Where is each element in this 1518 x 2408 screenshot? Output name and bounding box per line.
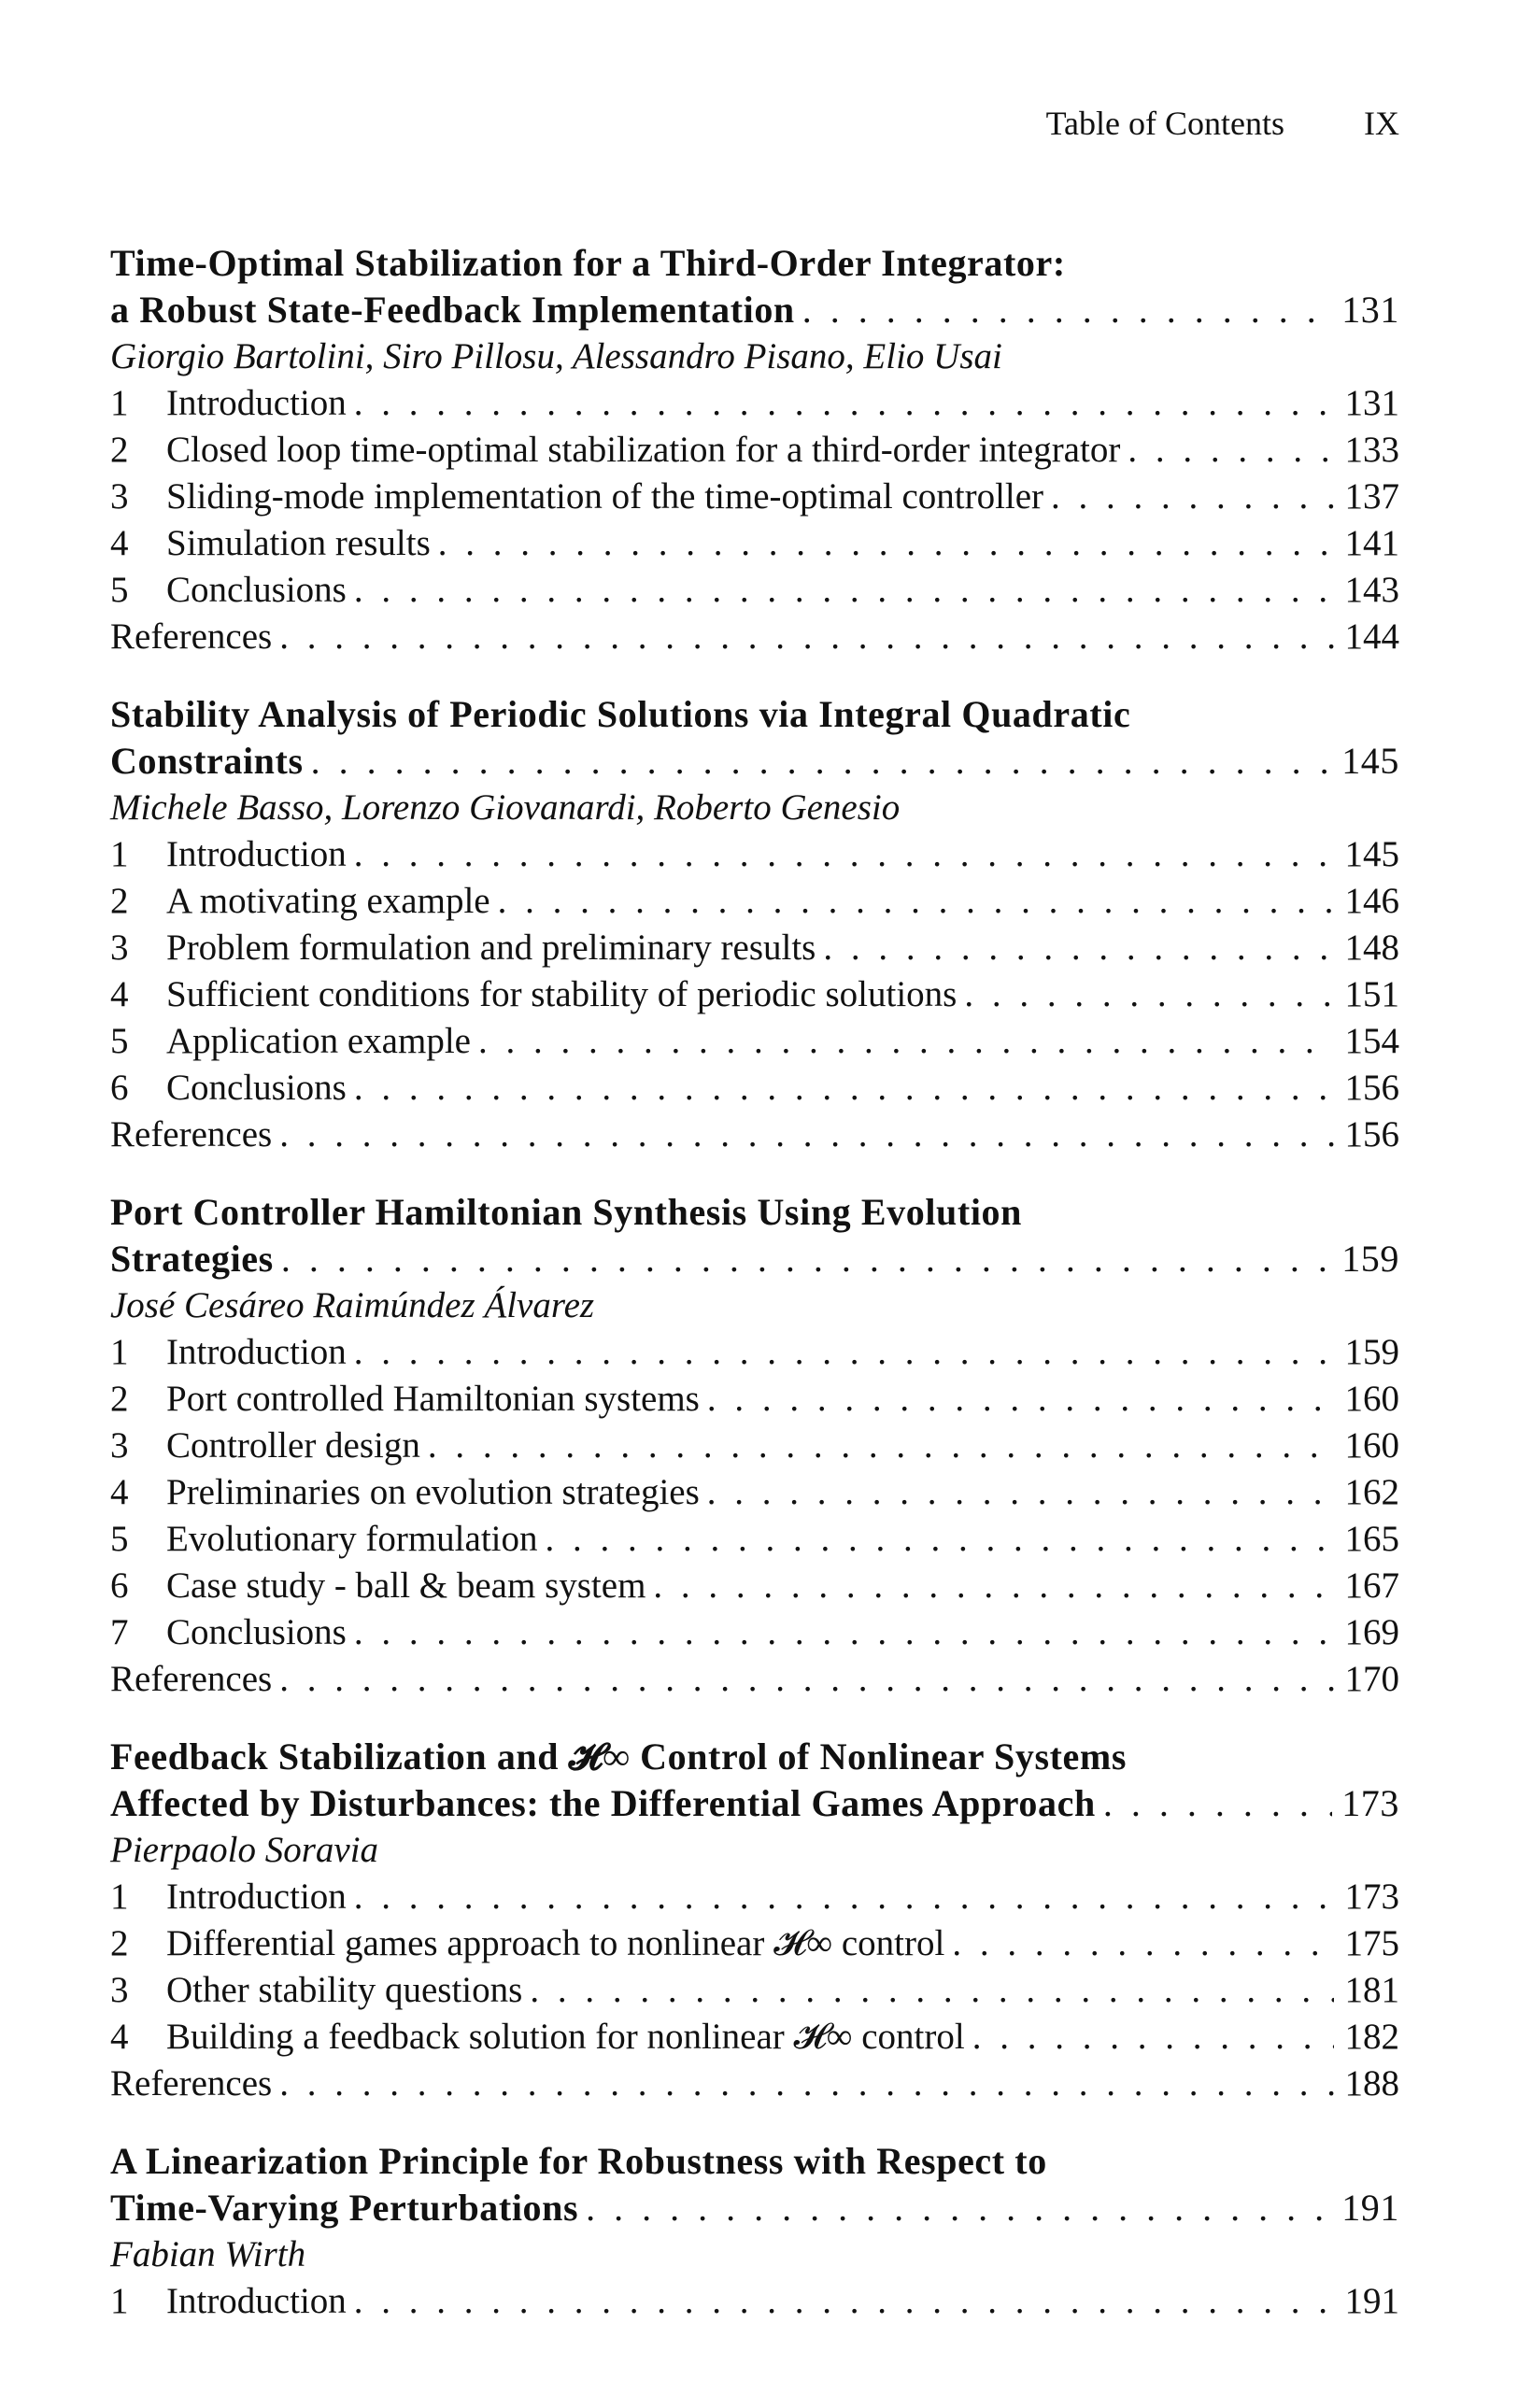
chapter-authors: José Cesáreo Raimúndez Álvarez <box>110 1285 595 1325</box>
section-page-number: 148 <box>1344 928 1399 968</box>
toc-entry[interactable] <box>110 1609 1399 1656</box>
section-title: Sufficient conditions for stability of periodic solutions <box>166 974 958 1014</box>
chapter-page-number: 191 <box>1341 2187 1399 2229</box>
references-label: References <box>110 1114 273 1154</box>
references-page-number: 170 <box>1344 1659 1399 1699</box>
chapter-authors: Giorgio Bartolini, Siro Pillosu, Alessandro Pisano, Elio Usai <box>110 336 1002 376</box>
dot-leader <box>354 831 1334 878</box>
toc-entry[interactable] <box>110 1376 1399 1423</box>
toc-entry[interactable] <box>110 1329 1399 1376</box>
chapter-page-number: 131 <box>1341 289 1399 331</box>
references-entry[interactable] <box>110 1112 1399 1158</box>
toc-entry[interactable] <box>110 567 1399 614</box>
section-title: Application example <box>166 1021 471 1061</box>
section-page-number: 156 <box>1344 1068 1399 1108</box>
chapter-authors: Michele Basso, Lorenzo Giovanardi, Roberto Genesio <box>110 787 901 828</box>
references-label: References <box>110 616 273 657</box>
section-title: A motivating example <box>166 881 490 921</box>
dot-leader <box>279 1112 1334 1158</box>
section-page-number: 145 <box>1344 834 1399 874</box>
running-head <box>110 101 1399 146</box>
chapter-page-number: 159 <box>1341 1238 1399 1280</box>
section-number: 3 <box>110 1425 129 1466</box>
toc-entry[interactable] <box>110 520 1399 567</box>
section-page-number: 160 <box>1344 1425 1399 1466</box>
section-page-number: 169 <box>1344 1612 1399 1652</box>
dot-leader <box>279 614 1334 660</box>
references-label: References <box>110 2063 273 2103</box>
section-number: 4 <box>110 523 129 563</box>
running-head-title: Table of Contents <box>1045 105 1284 142</box>
section-page-number: 167 <box>1344 1565 1399 1606</box>
chapter-title-line-2[interactable] <box>110 1236 1399 1282</box>
section-number: 4 <box>110 2017 129 2057</box>
section-number: 2 <box>110 430 129 470</box>
dot-leader <box>546 1516 1334 1563</box>
section-title: Conclusions <box>166 1612 347 1652</box>
chapter-title-continued: a Robust State-Feedback Implementation <box>110 289 795 331</box>
section-title: Introduction <box>166 2281 347 2321</box>
chapter-title-continued: Strategies <box>110 1238 274 1280</box>
section-page-number: 175 <box>1344 1923 1399 1963</box>
section-number: 3 <box>110 928 129 968</box>
dot-leader <box>354 2278 1334 2325</box>
references-entry[interactable] <box>110 614 1399 660</box>
section-number: 5 <box>110 1021 129 1061</box>
toc-entry[interactable] <box>110 427 1399 474</box>
dot-leader <box>428 1423 1334 1469</box>
toc-chapter <box>110 691 1399 1158</box>
section-number: 3 <box>110 1970 129 2010</box>
section-title: Building a feedback solution for nonlinear 𝓗∞ control <box>166 2017 965 2057</box>
section-page-number: 191 <box>1344 2281 1399 2321</box>
section-number: 6 <box>110 1068 129 1108</box>
dot-leader <box>1103 1780 1332 1827</box>
section-title: Differential games approach to nonlinear 𝓗∞ control <box>166 1923 945 1963</box>
toc-entry[interactable] <box>110 1469 1399 1516</box>
dot-leader <box>354 567 1334 614</box>
section-page-number: 133 <box>1344 430 1399 470</box>
table-of-contents <box>110 240 1399 2356</box>
references-page-number: 156 <box>1344 1114 1399 1154</box>
chapter-title: Stability Analysis of Periodic Solutions via Integral Quadratic <box>110 693 1131 735</box>
dot-leader <box>279 1656 1334 1703</box>
section-number: 1 <box>110 1877 129 1917</box>
chapter-title-line-2[interactable] <box>110 1780 1399 1827</box>
chapter-title-line-2[interactable] <box>110 2185 1399 2231</box>
section-page-number: 165 <box>1344 1519 1399 1559</box>
section-title: Introduction <box>166 1332 347 1372</box>
chapter-title-line-1 <box>110 2138 1399 2185</box>
chapter-title-line-2[interactable] <box>110 287 1399 333</box>
section-number: 6 <box>110 1565 129 1606</box>
chapter-title: A Linearization Principle for Robustness with Respect to <box>110 2140 1047 2182</box>
references-label: References <box>110 1659 273 1699</box>
section-page-number: 181 <box>1344 1970 1399 2010</box>
chapter-page-number: 173 <box>1341 1782 1399 1824</box>
section-title: Conclusions <box>166 1068 347 1108</box>
toc-chapter <box>110 1189 1399 1703</box>
toc-entry[interactable] <box>110 1018 1399 1065</box>
dot-leader <box>823 925 1334 971</box>
section-title: Other stability questions <box>166 1970 523 2010</box>
section-title: Introduction <box>166 1877 347 1917</box>
section-title: Closed loop time-optimal stabilization for a third-order integrator <box>166 430 1121 470</box>
section-page-number: 160 <box>1344 1379 1399 1419</box>
toc-entry[interactable] <box>110 831 1399 878</box>
dot-leader <box>802 287 1332 333</box>
toc-entry[interactable] <box>110 474 1399 520</box>
section-number: 1 <box>110 834 129 874</box>
section-number: 2 <box>110 881 129 921</box>
dot-leader <box>354 380 1334 427</box>
dot-leader <box>498 878 1334 925</box>
toc-chapter <box>110 240 1399 660</box>
dot-leader <box>354 1609 1334 1656</box>
references-entry[interactable] <box>110 2061 1399 2107</box>
dot-leader <box>354 1065 1334 1112</box>
section-number: 2 <box>110 1379 129 1419</box>
section-page-number: 159 <box>1344 1332 1399 1372</box>
chapter-title-line-1 <box>110 691 1399 738</box>
section-number: 1 <box>110 1332 129 1372</box>
toc-entry[interactable] <box>110 1967 1399 2014</box>
chapter-title-line-2[interactable] <box>110 738 1399 785</box>
section-number: 1 <box>110 2281 129 2321</box>
section-number: 4 <box>110 1472 129 1512</box>
chapter-title-line-1 <box>110 1189 1399 1236</box>
chapter-page-number: 145 <box>1341 740 1399 782</box>
toc-chapter <box>110 2138 1399 2325</box>
section-number: 4 <box>110 974 129 1014</box>
chapter-title: Feedback Stabilization and 𝓗∞ Control of Nonlinear Systems <box>110 1735 1127 1778</box>
dot-leader <box>707 1469 1334 1516</box>
toc-entry[interactable] <box>110 925 1399 971</box>
toc-entry[interactable] <box>110 971 1399 1018</box>
dot-leader <box>707 1376 1334 1423</box>
section-title: Sliding-mode implementation of the time-optimal controller <box>166 476 1044 517</box>
section-title: Port controlled Hamiltonian systems <box>166 1379 700 1419</box>
section-title: Introduction <box>166 834 347 874</box>
section-number: 1 <box>110 383 129 423</box>
dot-leader <box>281 1236 1332 1282</box>
dot-leader <box>586 2185 1332 2231</box>
toc-entry[interactable] <box>110 1065 1399 1112</box>
section-title: Case study - ball & beam system <box>166 1565 646 1606</box>
toc-entry[interactable] <box>110 2014 1399 2061</box>
toc-entry[interactable] <box>110 878 1399 925</box>
dot-leader <box>311 738 1333 785</box>
dot-leader <box>952 1920 1334 1967</box>
section-page-number: 131 <box>1344 383 1399 423</box>
dot-leader <box>478 1018 1334 1065</box>
toc-entry[interactable] <box>110 2278 1399 2325</box>
toc-entry[interactable] <box>110 1516 1399 1563</box>
section-number: 5 <box>110 1519 129 1559</box>
chapter-authors: Fabian Wirth <box>110 2234 306 2274</box>
dot-leader <box>354 1329 1334 1376</box>
toc-entry[interactable] <box>110 1920 1399 1967</box>
section-number: 2 <box>110 1923 129 1963</box>
section-title: Evolutionary formulation <box>166 1519 538 1559</box>
section-number: 5 <box>110 570 129 610</box>
references-page-number: 188 <box>1344 2063 1399 2103</box>
dot-leader <box>354 1874 1334 1920</box>
section-number: 7 <box>110 1612 129 1652</box>
chapter-title: Port Controller Hamiltonian Synthesis Using Evolution <box>110 1191 1022 1233</box>
section-page-number: 182 <box>1344 2017 1399 2057</box>
section-title: Problem formulation and preliminary results <box>166 928 816 968</box>
section-page-number: 162 <box>1344 1472 1399 1512</box>
toc-entry[interactable] <box>110 380 1399 427</box>
chapter-title-continued: Constraints <box>110 740 304 782</box>
section-page-number: 151 <box>1344 974 1399 1014</box>
dot-leader <box>964 971 1334 1018</box>
running-head-page-number: IX <box>1364 105 1399 142</box>
dot-leader <box>530 1967 1334 2014</box>
chapter-title-line-1 <box>110 240 1399 287</box>
section-page-number: 154 <box>1344 1021 1399 1061</box>
chapter-title-continued: Affected by Disturbances: the Differential Games Approach <box>110 1782 1096 1824</box>
references-page-number: 144 <box>1344 616 1399 657</box>
section-title: Simulation results <box>166 523 431 563</box>
chapter-authors: Pierpaolo Soravia <box>110 1830 379 1870</box>
section-page-number: 173 <box>1344 1877 1399 1917</box>
chapter-title: Time-Optimal Stabilization for a Third-Order Integrator: <box>110 242 1066 284</box>
toc-entry[interactable] <box>110 1423 1399 1469</box>
references-entry[interactable] <box>110 1656 1399 1703</box>
section-page-number: 141 <box>1344 523 1399 563</box>
section-page-number: 137 <box>1344 476 1399 517</box>
section-title: Controller design <box>166 1425 420 1466</box>
dot-leader <box>653 1563 1334 1609</box>
chapter-title-continued: Time-Varying Perturbations <box>110 2187 579 2229</box>
section-number: 3 <box>110 476 129 517</box>
section-page-number: 146 <box>1344 881 1399 921</box>
section-title: Conclusions <box>166 570 347 610</box>
dot-leader <box>438 520 1334 567</box>
toc-entry[interactable] <box>110 1563 1399 1609</box>
toc-chapter <box>110 1734 1399 2107</box>
section-title: Introduction <box>166 383 347 423</box>
toc-entry[interactable] <box>110 1874 1399 1920</box>
section-title: Preliminaries on evolution strategies <box>166 1472 700 1512</box>
dot-leader <box>1128 427 1334 474</box>
section-page-number: 143 <box>1344 570 1399 610</box>
dot-leader <box>279 2061 1334 2107</box>
dot-leader <box>1051 474 1334 520</box>
chapter-title-line-1 <box>110 1734 1399 1780</box>
dot-leader <box>972 2014 1334 2061</box>
